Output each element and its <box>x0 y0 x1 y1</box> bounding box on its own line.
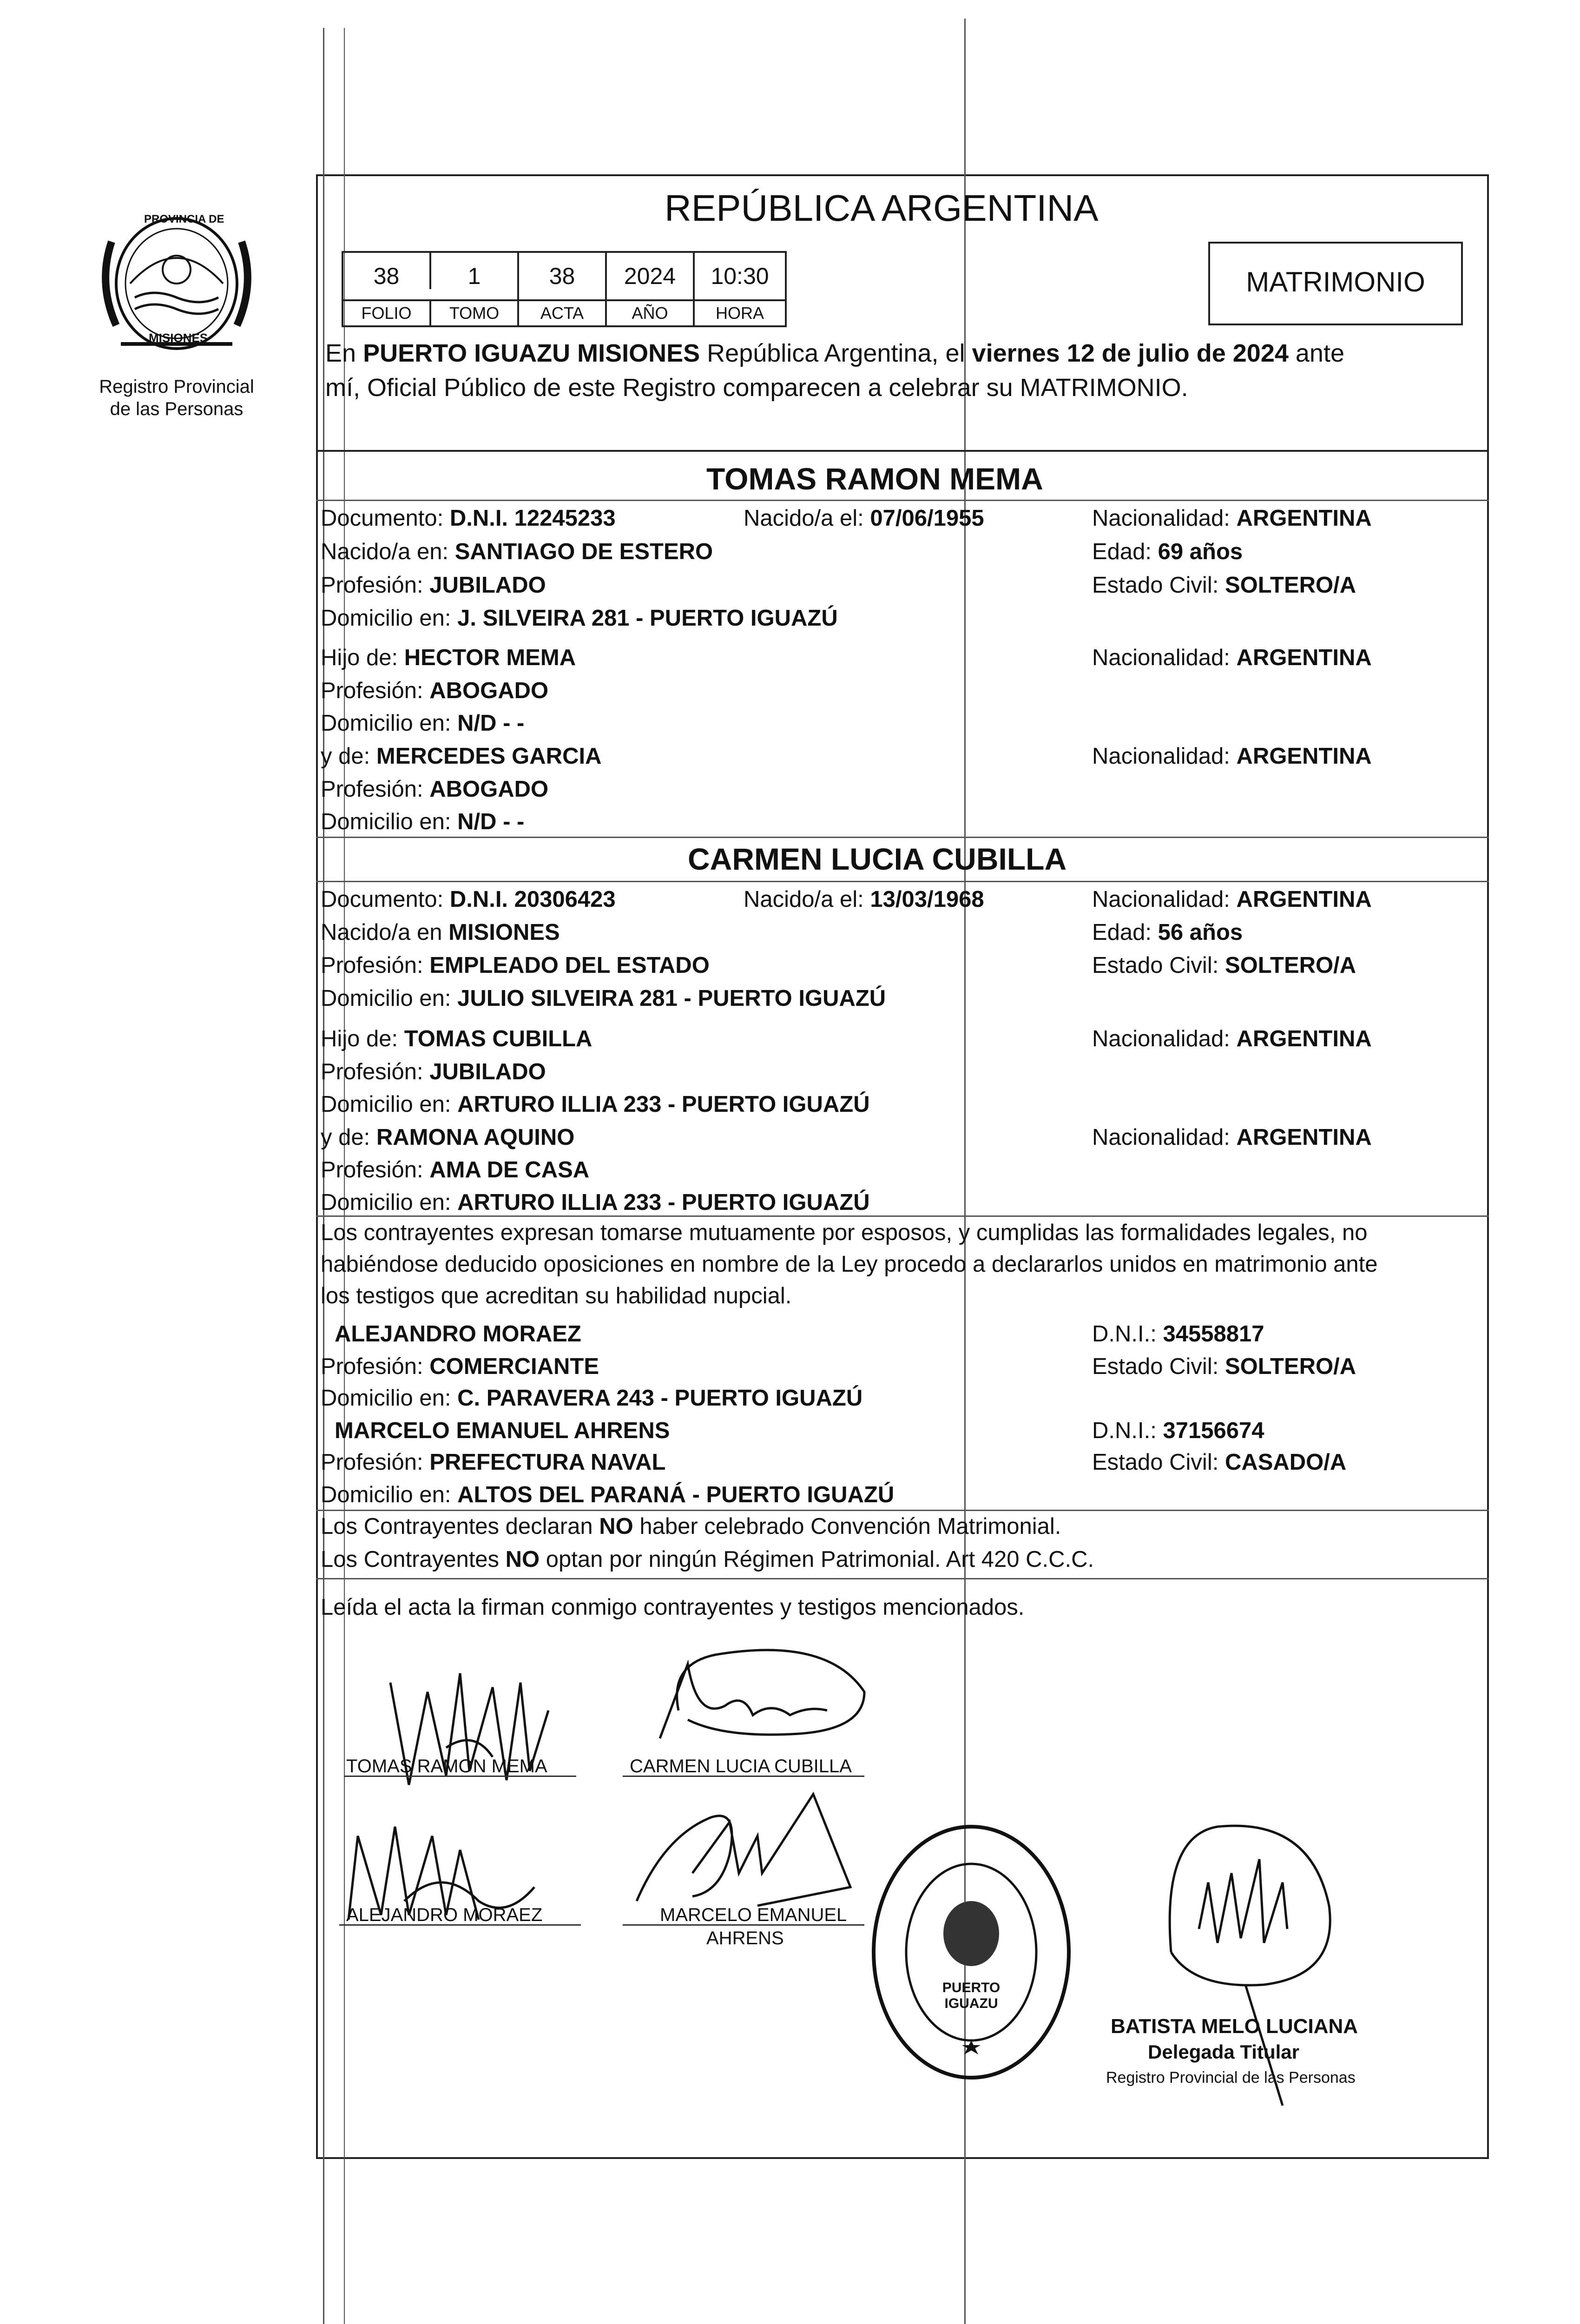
field-label: Nacionalidad: <box>1092 1026 1237 1051</box>
acta-label: ACTA <box>519 301 607 325</box>
field-value: 69 años <box>1158 539 1243 564</box>
witness2-civil-status <box>1092 1448 1346 1476</box>
spouse2-father-profession <box>321 1058 546 1086</box>
acta-value: 38 <box>519 253 607 299</box>
spouse1-mother-address <box>321 808 524 836</box>
field-label: Profesión: <box>321 777 430 802</box>
field-value: MISIONES <box>448 920 560 945</box>
spouse1-address <box>321 604 838 632</box>
spouse2-nationality <box>1092 885 1372 913</box>
spouse2-profession <box>321 951 710 979</box>
emblem-top-text: PROVINCIA DE <box>144 213 224 225</box>
note-text: Los Contrayentes declaran <box>321 1514 599 1539</box>
field-label: Estado Civil: <box>1092 573 1225 598</box>
note-emphasis: NO <box>505 1547 540 1572</box>
section-divider <box>316 1578 1489 1579</box>
document-type: MATRIMONIO <box>1246 266 1425 297</box>
field-label: Domicilio en: <box>321 1482 458 1507</box>
field-value: PREFECTURA NAVAL <box>429 1450 666 1475</box>
registry-name-line2: de las Personas <box>110 399 244 419</box>
field-label: Domicilio en: <box>321 1386 458 1411</box>
witness2-name: MARCELO EMANUEL AHRENS <box>335 1418 670 1443</box>
frame-top-border <box>316 174 1489 176</box>
spouse2-father-nationality <box>1092 1025 1372 1053</box>
intro-line2: mí, Oficial Público de este Registro comparecen a celebrar su MATRIMONIO. <box>325 374 1188 402</box>
registry-name-line1: Registro Provincial <box>99 376 254 397</box>
field-label: Nacido/a en: <box>321 539 455 564</box>
field-value: AMA DE CASA <box>429 1157 590 1182</box>
field-value: 56 años <box>1158 920 1243 945</box>
tomo-value: 1 <box>431 253 519 299</box>
registry-logo <box>79 205 274 423</box>
field-label: Profesión: <box>321 1157 430 1182</box>
folio-label: FOLIO <box>343 301 431 325</box>
field-value: D.N.I. 12245233 <box>449 506 616 531</box>
spouse1-mother <box>321 742 601 770</box>
section-divider <box>316 500 1489 501</box>
field-value: ARGENTINA <box>1236 887 1372 912</box>
field-label: D.N.I.: <box>1092 1418 1163 1443</box>
emblem-bottom-text: MISIONES <box>149 331 208 345</box>
section-divider <box>316 1215 1489 1217</box>
spouse2-mother-nationality <box>1092 1123 1372 1151</box>
field-label: Domicilio en: <box>321 1092 458 1117</box>
note-text: haber celebrado Convención Matrimonial. <box>633 1514 1061 1539</box>
signature-marcelo-ahrens <box>618 1780 860 1920</box>
record-number-table <box>342 251 787 327</box>
signature-label-witness2-line2: AHRENS <box>706 1928 784 1948</box>
field-label: Nacido/a en <box>321 920 449 945</box>
field-label: Nacionalidad: <box>1092 645 1237 670</box>
field-value: COMERCIANTE <box>429 1354 599 1379</box>
spouse1-father <box>321 644 576 672</box>
field-value: SOLTERO/A <box>1224 953 1356 978</box>
field-value: 13/03/1968 <box>870 887 984 912</box>
field-value: ABOGADO <box>429 777 549 802</box>
field-value: ARTURO ILLIA 233 - PUERTO IGUAZÚ <box>457 1190 870 1215</box>
anio-value: 2024 <box>607 253 695 299</box>
ceremony-date: viernes 12 de julio de 2024 <box>972 339 1289 367</box>
witness1-civil-status <box>1092 1353 1356 1380</box>
field-value: CASADO/A <box>1224 1450 1347 1475</box>
field-label: Edad: <box>1092 920 1158 945</box>
spouse2-birthdate <box>744 885 984 913</box>
official-name: BATISTA MELO LUCIANA <box>1111 2015 1358 2038</box>
field-label: Nacido/a el: <box>744 506 870 531</box>
spouse1-father-profession <box>321 677 548 705</box>
field-label: Estado Civil: <box>1092 1354 1225 1379</box>
signature-label-spouse1: TOMAS RAMON MEMA <box>346 1756 547 1776</box>
record-values-row <box>343 253 785 301</box>
signature-label-spouse2: CARMEN LUCIA CUBILLA <box>630 1756 852 1776</box>
official-title: Delegada Titular <box>1148 2041 1299 2063</box>
spouse2-birthplace <box>321 918 560 946</box>
official-seal <box>864 1813 1078 2092</box>
field-label: Profesión: <box>321 573 430 598</box>
spouse1-mother-nationality <box>1092 742 1372 770</box>
field-label: Nacionalidad: <box>1092 744 1237 769</box>
field-value: EMPLEADO DEL ESTADO <box>429 953 710 978</box>
spouse1-civil-status <box>1092 571 1356 599</box>
field-label: Profesión: <box>321 1450 430 1475</box>
field-value: MERCEDES GARCIA <box>376 744 602 769</box>
field-label: Hijo de: <box>321 645 404 670</box>
intro-line1 <box>325 339 1344 367</box>
note-emphasis: NO <box>599 1514 633 1539</box>
witness1-profession <box>321 1353 599 1380</box>
spouse1-father-nationality <box>1092 644 1372 672</box>
declaration-line1: Los contrayentes expresan tomarse mutuamente por esposos, y cumplidas las formalidades legales, no <box>321 1220 1368 1245</box>
field-value: ARGENTINA <box>1236 1026 1372 1051</box>
reading-note: Leída el acta la firman conmigo contrayentes y testigos mencionados. <box>321 1595 1025 1620</box>
field-label: Profesión: <box>321 678 430 703</box>
field-value: ARTURO ILLIA 233 - PUERTO IGUAZÚ <box>457 1092 870 1117</box>
spouse2-father <box>321 1025 592 1053</box>
field-label: Nacionalidad: <box>1092 506 1237 531</box>
spouse1-birthplace <box>321 538 713 566</box>
field-value: N/D - - <box>457 711 525 736</box>
spouse1-profession <box>321 571 546 599</box>
field-label: Edad: <box>1092 539 1158 564</box>
note-text: optan por ningún Régimen Patrimonial. Art 420 C.C.C. <box>540 1547 1094 1572</box>
regime-note <box>321 1545 1094 1573</box>
field-label: Nacionalidad: <box>1092 1125 1237 1150</box>
spouse1-nationality <box>1092 504 1372 532</box>
folio-value: 38 <box>343 253 431 289</box>
field-label: Nacionalidad: <box>1092 887 1237 912</box>
field-value: HECTOR MEMA <box>404 645 576 670</box>
hora-label: HORA <box>715 304 764 323</box>
field-value: ARGENTINA <box>1236 506 1372 531</box>
field-label: Hijo de: <box>321 1026 404 1051</box>
spouse2-name: CARMEN LUCIA CUBILLA <box>688 842 1067 876</box>
spouse2-address <box>321 984 886 1012</box>
field-value: SOLTERO/A <box>1224 1354 1356 1379</box>
intro-text: En <box>325 339 363 367</box>
field-value: ARGENTINA <box>1236 1125 1372 1150</box>
spouse2-civil-status <box>1092 951 1356 979</box>
field-label: D.N.I.: <box>1092 1321 1163 1347</box>
signature-alejandro-moraez <box>339 1808 572 1948</box>
field-label: Documento: <box>321 506 450 531</box>
field-value: ALTOS DEL PARANÁ - PUERTO IGUAZÚ <box>457 1482 895 1507</box>
field-label: Profesión: <box>321 1059 430 1084</box>
field-value: N/D - - <box>457 809 525 834</box>
field-label: Domicilio en: <box>321 606 458 631</box>
field-value: C. PARAVERA 243 - PUERTO IGUAZÚ <box>457 1386 863 1411</box>
field-label: y de: <box>321 1125 376 1150</box>
field-label: Domicilio en: <box>321 809 458 834</box>
signature-label-witness2-line1: MARCELO EMANUEL <box>660 1905 847 1925</box>
field-value: JUBILADO <box>429 573 546 598</box>
seal-center-text: PUERTO IGUAZU <box>942 1980 1001 2011</box>
frame-bottom-border <box>316 2157 1489 2159</box>
field-label: Domicilio en: <box>321 711 458 736</box>
declaration-line2: habiéndose deducido oposiciones en nombre de la Ley procedo a declararlos unidos en matrimonio ante <box>321 1252 1378 1277</box>
section-divider <box>316 450 1489 452</box>
page-title: REPÚBLICA ARGENTINA <box>665 187 1099 229</box>
intro-text: ante <box>1288 339 1344 367</box>
spouse1-age <box>1092 538 1243 566</box>
field-value: J. SILVEIRA 281 - PUERTO IGUAZÚ <box>457 606 838 631</box>
field-value: 37156674 <box>1163 1418 1264 1443</box>
spouse1-father-address <box>321 709 524 737</box>
field-label: Documento: <box>321 887 450 912</box>
section-divider <box>316 881 1489 882</box>
section-divider <box>316 837 1489 838</box>
frame-right-border <box>1487 174 1489 2159</box>
field-value: RAMONA AQUINO <box>376 1125 575 1150</box>
spouse2-age <box>1092 918 1243 946</box>
note-text: Los Contrayentes <box>321 1547 506 1572</box>
spouse2-mother-address <box>321 1188 870 1216</box>
field-value: JUBILADO <box>429 1059 546 1084</box>
spouse2-father-address <box>321 1090 870 1118</box>
witness2-profession <box>321 1448 665 1476</box>
ceremony-place: PUERTO IGUAZU MISIONES <box>363 339 700 367</box>
field-value: 34558817 <box>1163 1321 1264 1347</box>
convention-note <box>321 1512 1061 1540</box>
anio-label: AÑO <box>607 301 695 325</box>
field-value: ARGENTINA <box>1236 645 1372 670</box>
spouse1-document <box>321 504 616 532</box>
field-label: Profesión: <box>321 953 430 978</box>
intro-text: República Argentina, el <box>700 339 972 367</box>
field-value: ARGENTINA <box>1236 744 1372 769</box>
spouse1-birthdate <box>744 504 984 532</box>
section-divider <box>316 1510 1489 1511</box>
spouse2-mother-profession <box>321 1156 589 1184</box>
spouse2-document <box>321 885 616 913</box>
record-labels-row <box>343 301 785 325</box>
witness1-dni <box>1092 1320 1264 1348</box>
witness1-address <box>321 1384 862 1412</box>
spouse1-mother-profession <box>321 775 548 803</box>
field-value: JULIO SILVEIRA 281 - PUERTO IGUAZÚ <box>457 986 886 1011</box>
witness2-address <box>321 1481 894 1509</box>
document-type-box <box>1208 242 1463 325</box>
signature-label-witness1: ALEJANDRO MORAEZ <box>346 1905 543 1925</box>
field-label: Nacido/a el: <box>744 887 870 912</box>
signature-carmen-cubilla <box>632 1636 892 1757</box>
spouse1-name: TOMAS RAMON MEMA <box>706 462 1043 496</box>
field-value: ABOGADO <box>429 678 549 703</box>
field-value: 07/06/1955 <box>870 506 984 531</box>
hora-value: 10:30 <box>711 263 769 289</box>
declaration-line3: los testigos que acreditan su habilidad nupcial. <box>321 1283 792 1308</box>
field-label: Domicilio en: <box>321 1190 458 1215</box>
field-label: Domicilio en: <box>321 986 458 1011</box>
field-label: Estado Civil: <box>1092 953 1225 978</box>
field-label: y de: <box>321 744 376 769</box>
field-label: Estado Civil: <box>1092 1450 1225 1475</box>
field-value: SANTIAGO DE ESTERO <box>454 539 713 564</box>
frame-left-border <box>316 174 318 2159</box>
field-value: D.N.I. 20306423 <box>449 887 616 912</box>
witness1-name: ALEJANDRO MORAEZ <box>335 1321 581 1347</box>
witness2-dni <box>1092 1417 1264 1445</box>
field-value: SOLTERO/A <box>1224 573 1356 598</box>
official-organization: Registro Provincial de las Personas <box>1106 2069 1356 2086</box>
spouse2-mother <box>321 1123 574 1151</box>
field-value: TOMAS CUBILLA <box>404 1026 592 1051</box>
registry-seal-icon <box>864 1813 1078 2092</box>
tomo-label: TOMO <box>431 301 519 325</box>
field-label: Profesión: <box>321 1354 430 1379</box>
